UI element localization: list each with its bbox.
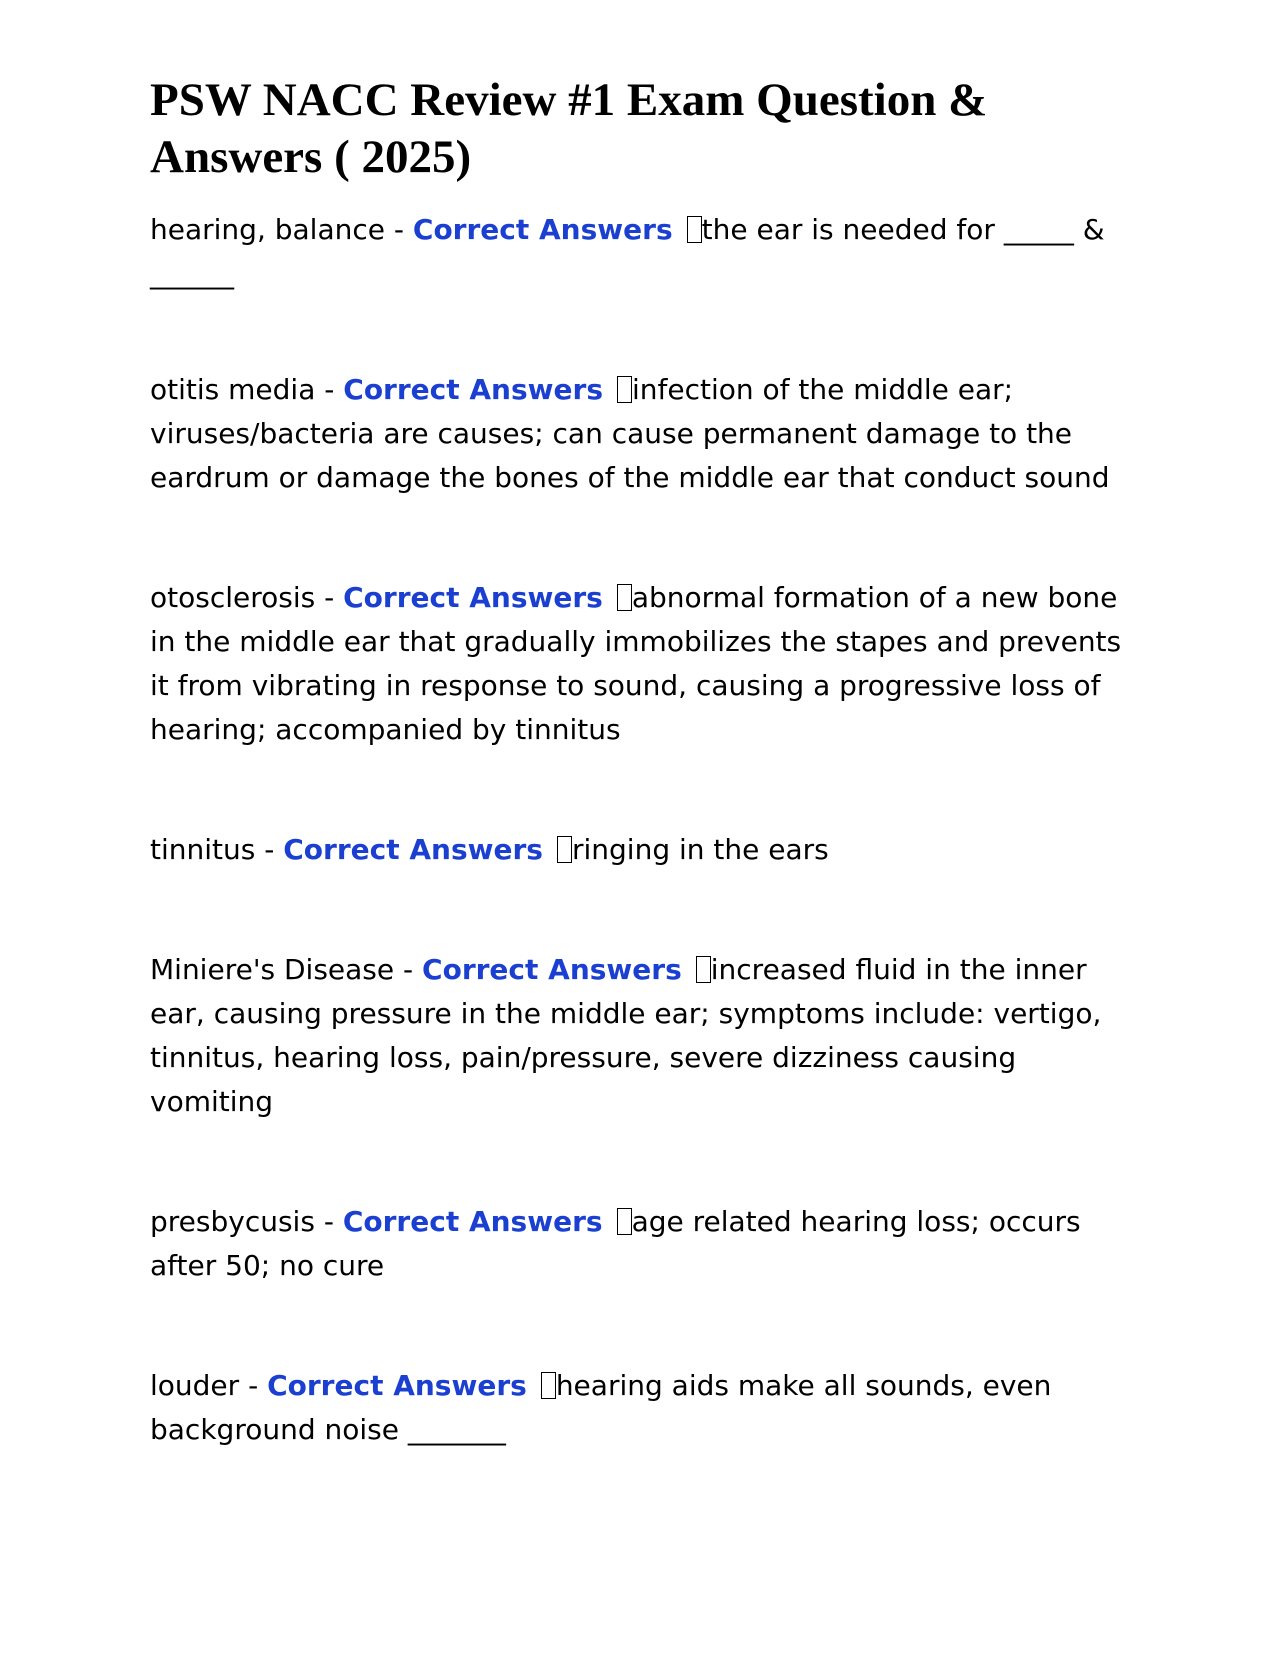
- correct-answers-label: Correct Answers: [343, 581, 603, 614]
- missing-glyph-icon: [617, 376, 632, 403]
- term: presbycusis -: [150, 1205, 343, 1238]
- qa-entry-7: [150, 1364, 1130, 1452]
- missing-glyph-icon: [557, 836, 572, 863]
- missing-glyph-icon: [617, 584, 632, 611]
- definition: increased fluid in the inner ear, causing pressure in the middle ear; symptoms include: vertigo, tinnitus, hearing loss, pain/pressure, severe dizziness causing vomiting: [150, 953, 1102, 1118]
- definition: the ear is needed for _____ & ______: [150, 213, 1105, 290]
- definition: ringing in the ears: [571, 833, 829, 866]
- qa-entry-5: [150, 948, 1130, 1124]
- qa-entry-1: [150, 208, 1130, 296]
- correct-answers-label: Correct Answers: [343, 373, 603, 406]
- term: otitis media -: [150, 373, 344, 406]
- missing-glyph-icon: [687, 216, 702, 243]
- missing-glyph-icon: [696, 956, 711, 983]
- correct-answers-label: Correct Answers: [342, 1205, 603, 1238]
- missing-glyph-icon: [541, 1372, 556, 1399]
- correct-answers-label: Correct Answers: [412, 213, 673, 246]
- document-page: [150, 72, 1130, 1452]
- missing-glyph-icon: [617, 1208, 632, 1235]
- qa-entry-6: [150, 1200, 1130, 1288]
- correct-answers-label: Correct Answers: [422, 953, 682, 986]
- correct-answers-label: Correct Answers: [283, 833, 543, 866]
- correct-answers-label: Correct Answers: [267, 1369, 527, 1402]
- term: tinnitus -: [150, 833, 284, 866]
- qa-entry-3: [150, 576, 1130, 752]
- term: otosclerosis -: [150, 581, 344, 614]
- definition: abnormal formation of a new bone in the middle ear that gradually immobilizes the stapes and prevents it from vibrating in response to sound, causing a progressive loss of hearing; accompanied by tinnitus: [150, 581, 1122, 746]
- qa-entry-2: [150, 368, 1130, 500]
- term: louder -: [150, 1369, 268, 1402]
- definition: hearing aids make all sounds, even background noise _______: [150, 1369, 1052, 1446]
- term: hearing, balance -: [150, 213, 413, 246]
- qa-entry-4: [150, 828, 1130, 872]
- definition: infection of the middle ear; viruses/bacteria are causes; can cause permanent damage to the eardrum or damage the bones of the middle ear that conduct sound: [150, 373, 1110, 494]
- document-title: PSW NACC Review #1 Exam Question & Answers ( 2025): [150, 74, 988, 183]
- definition: age related hearing loss; occurs after 50; no cure: [150, 1205, 1081, 1282]
- term: Miniere's Disease -: [150, 953, 423, 986]
